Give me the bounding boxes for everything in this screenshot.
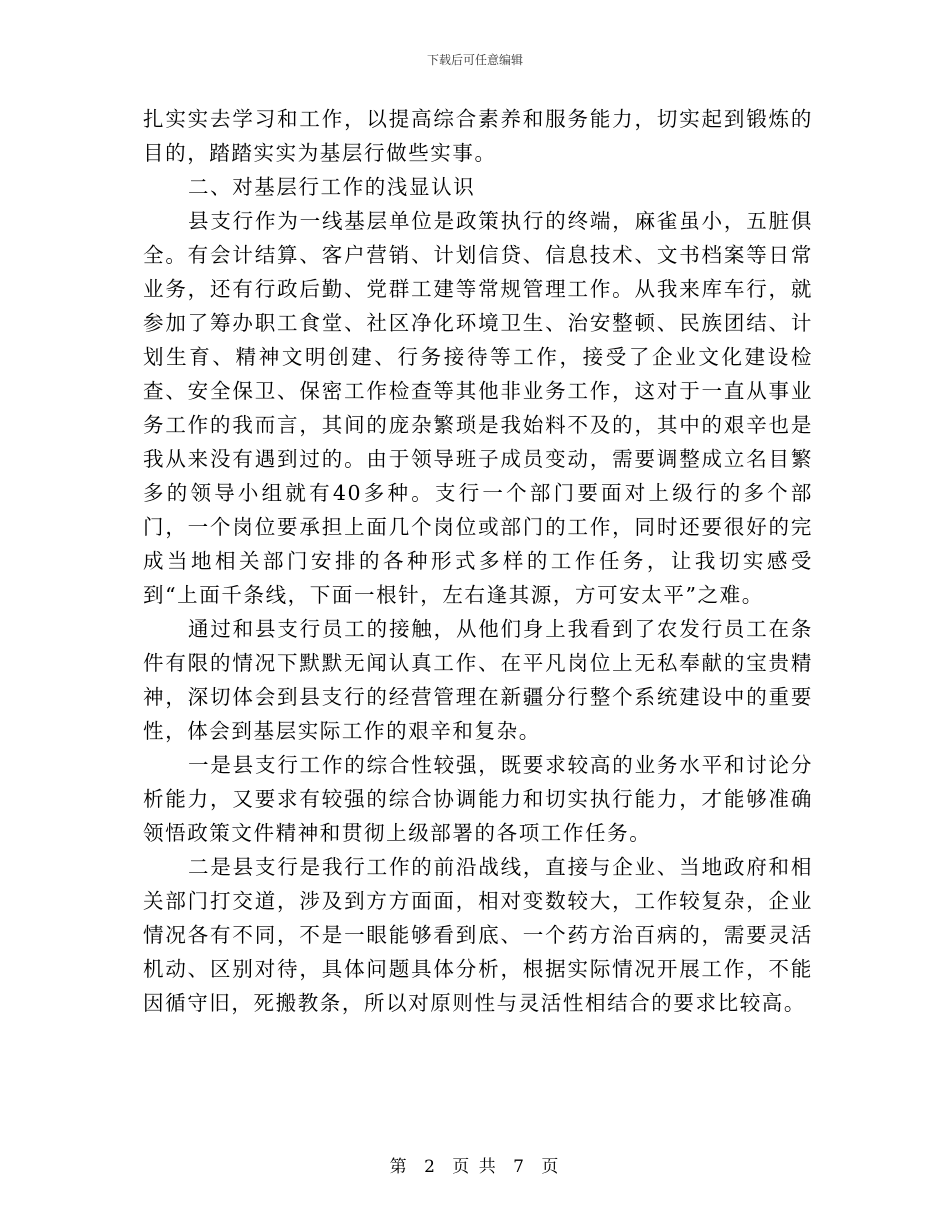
footer-middle: 页 共 bbox=[452, 1157, 498, 1177]
paragraph: 二是县支行是我行工作的前沿战线，直接与企业、当地政府和相关部门打交道，涉及到方方面面，相对变数较大，工作较复杂，企业情况各有不同，不是一眼能够看到底、一个药方治百病的，需要灵活机动、区别对待，具体问题具体分析，根据实际情况开展工作，不能因循守旧，死搬教条，所以对原则性与灵活性相结合的要求比较高。 bbox=[143, 855, 813, 1015]
section-heading: 二、对基层行工作的浅显认识 bbox=[188, 175, 476, 199]
total-page-number: 7 bbox=[513, 1157, 526, 1177]
paragraph: 一是县支行工作的综合性较强，既要求较高的业务水平和讨论分析能力，又要求有较强的综合协调能力和切实执行能力，才能够准确领悟政策文件精神和贯彻上级部署的各项工作任务。 bbox=[143, 753, 813, 845]
paragraph: 县支行作为一线基层单位是政策执行的终端，麻雀虽小，五脏俱全。有会计结算、客户营销、计划信贷、信息技术、文书档案等日常业务，还有行政后勤、党群工建等常规管理工作。从我来库车行，就参加了筹办职工食堂、社区净化环境卫生、治安整顿、民族团结、计划生育、精神文明创建、行务接待等工作，接受了企业文化建设检查、安全保卫、保密工作检查等其他非业务工作，这对于一直从事业务工作的我而言，其间的庞杂繁琐是我始料不及的，其中的艰辛也是我从来没有遇到过的。由于领导班子成员变动，需要调整成立名目繁多的领导小组就有40多种。支行一个部门要面对上级行的多个部门，一个岗位要承担上面几个岗位或部门的工作，同时还要很好的完成当地相关部门安排的各种形式多样的工作任务，让我切实感受到“上面千条线，下面一根针，左右逢其源，方可安太平”之难。 bbox=[143, 209, 813, 607]
document-body bbox=[143, 102, 813, 1020]
page-header: 下载后可任意编辑 bbox=[426, 53, 523, 67]
paragraph: 通过和县支行员工的接触，从他们身上我看到了农发行员工在条件有限的情况下默默无闻认真工作、在平凡岗位上无私奉献的宝贵精神，深切体会到县支行的经营管理在新疆分行整个系统建设中的重要性，体会到基层实际工作的艰辛和复杂。 bbox=[143, 617, 813, 743]
paragraph-continued: 扎实实去学习和工作，以提高综合素养和服务能力，切实起到锻炼的目的，踏踏实实为基层行做些实事。 bbox=[143, 107, 813, 165]
page-footer bbox=[0, 1156, 950, 1178]
current-page-number: 2 bbox=[424, 1157, 437, 1177]
footer-prefix: 第 bbox=[389, 1157, 409, 1177]
footer-suffix: 页 bbox=[541, 1157, 561, 1177]
